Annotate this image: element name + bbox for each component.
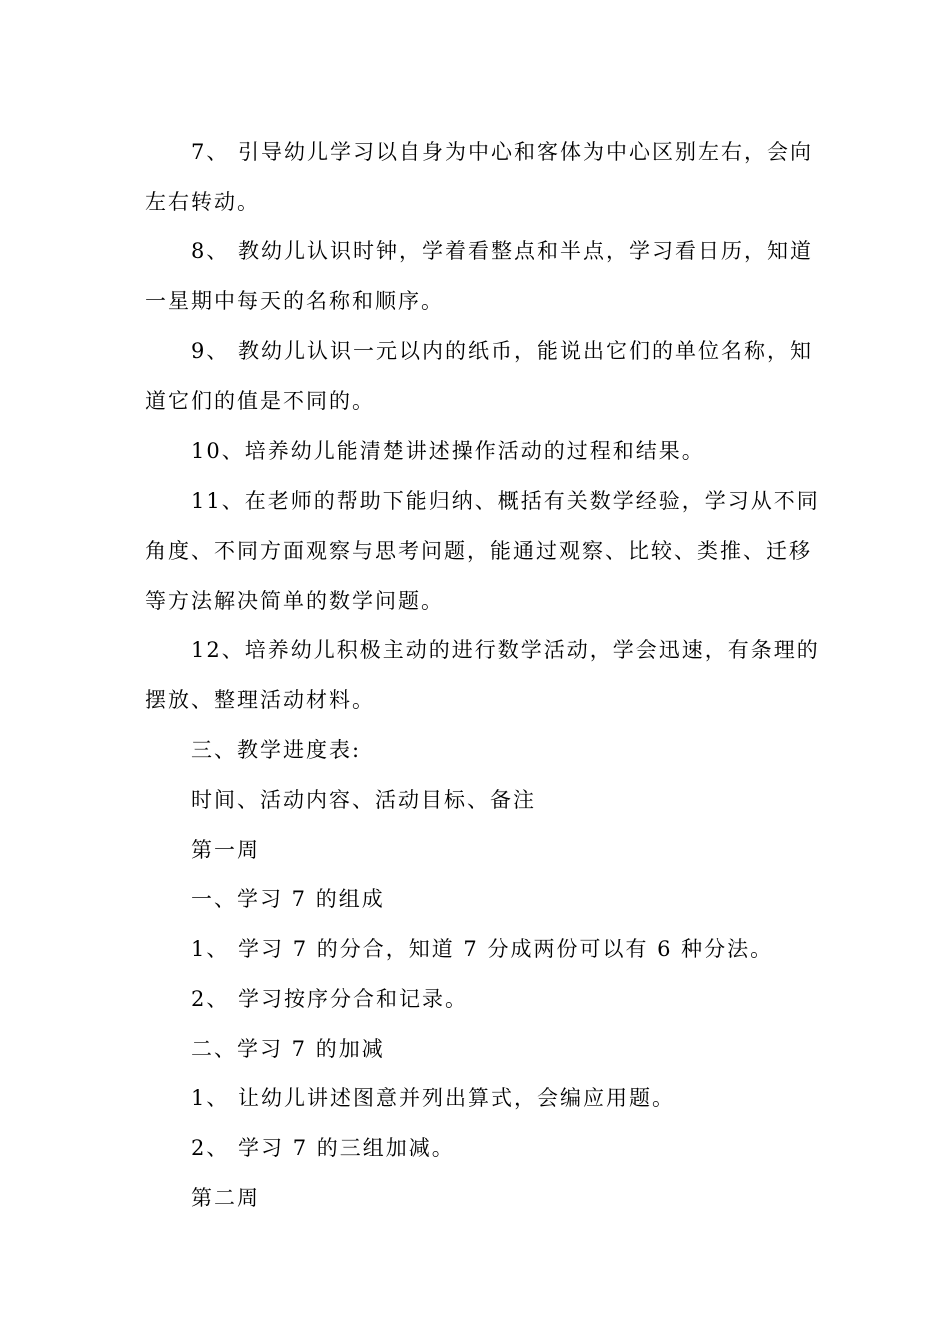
week-heading: 第一周: [191, 838, 260, 862]
text-line: 左右转动。: [145, 190, 260, 214]
week-heading: 第二周: [191, 1186, 260, 1210]
text-line: 2、 学习 7 的三组加减。: [191, 1136, 455, 1160]
text-line: 2、 学习按序分合和记录。: [191, 987, 469, 1011]
text-line: 道它们的值是不同的。: [145, 389, 375, 413]
text-line: 一星期中每天的名称和顺序。: [145, 289, 444, 313]
text-line: 8、 教幼儿认识时钟，学着看整点和半点，学习看日历，知道: [191, 239, 814, 263]
text-line: 摆放、整理活动材料。: [145, 688, 375, 712]
text-line: 10、培养幼儿能清楚讲述操作活动的过程和结果。: [191, 439, 705, 463]
text-line: 一、学习 7 的组成: [191, 887, 385, 911]
text-line: 1、 让幼儿讲述图意并列出算式，会编应用题。: [191, 1086, 676, 1110]
section-heading: 三、教学进度表:: [191, 738, 362, 762]
text-line: 9、 教幼儿认识一元以内的纸币，能说出它们的单位名称，知: [191, 339, 814, 363]
text-line: 1、 学习 7 的分合，知道 7 分成两份可以有 6 种分法。: [191, 937, 774, 961]
text-line: 7、 引导幼儿学习以自身为中心和客体为中心区别左右，会向: [191, 140, 814, 164]
text-line: 12、培养幼儿积极主动的进行数学活动，学会迅速，有条理的: [191, 638, 820, 662]
text-line: 等方法解决简单的数学问题。: [145, 589, 444, 613]
text-line: 时间、活动内容、活动目标、备注: [191, 788, 536, 812]
text-line: 二、学习 7 的加减: [191, 1037, 385, 1061]
text-line: 角度、不同方面观察与思考问题，能通过观察、比较、类推、迁移: [145, 539, 812, 563]
text-line: 11、在老师的帮助下能归纳、概括有关数学经验，学习从不同: [191, 489, 820, 513]
